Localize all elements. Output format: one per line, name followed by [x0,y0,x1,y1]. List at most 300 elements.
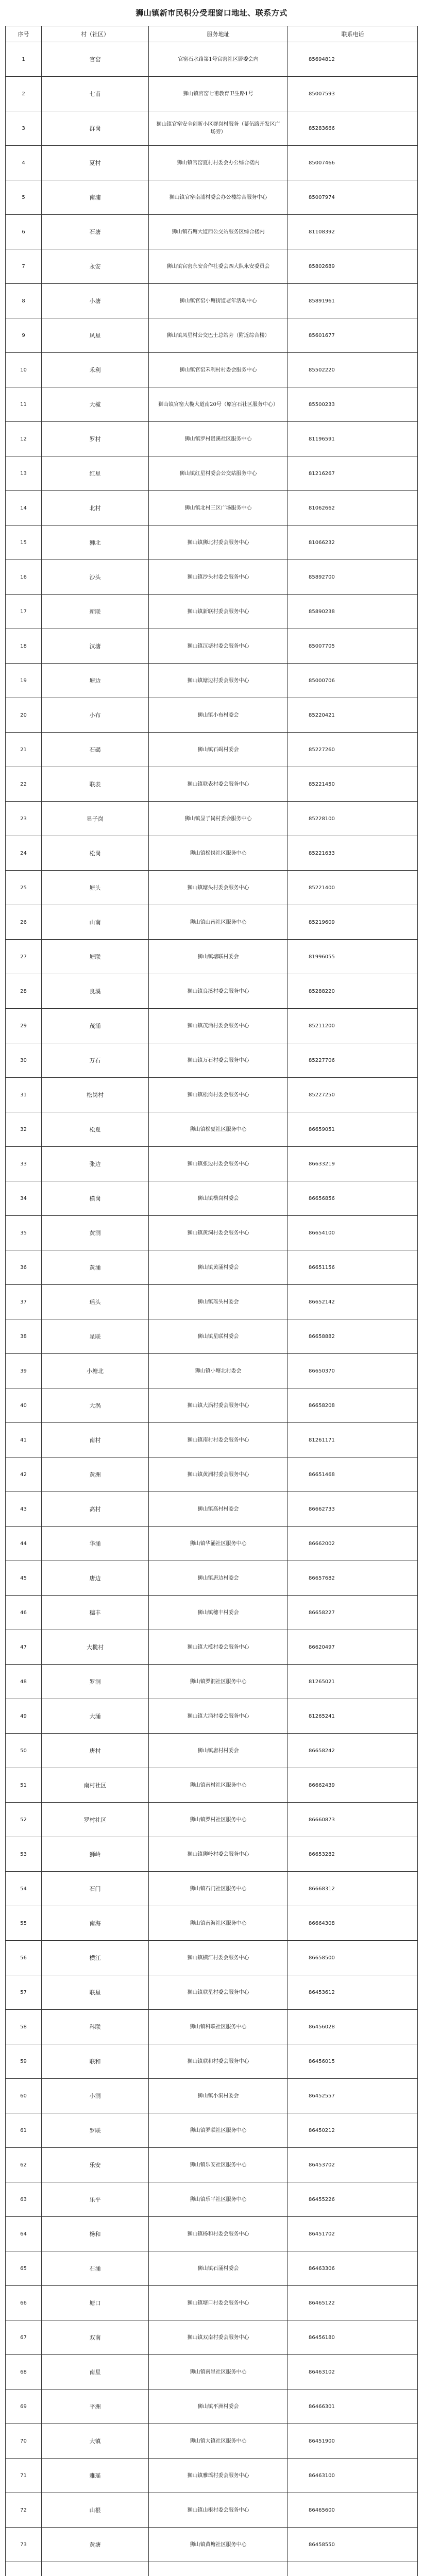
table-row [6,526,418,560]
row-phone: 86662733 [288,1492,418,1527]
row-address: 狮山镇官窑七甫教育卫生路1号 [149,77,288,111]
table-row [6,1906,418,1941]
row-phone: 86658242 [288,1734,418,1768]
row-village: 横江 [42,1941,149,1975]
table-row [6,2320,418,2355]
row-village: 小塘北 [42,1354,149,1388]
row-phone: 86452557 [288,2079,418,2113]
row-address: 狮山镇南星社区服务中心 [149,2355,288,2389]
table-row [6,77,418,111]
table-row [6,215,418,249]
row-phone: 86656856 [288,1181,418,1216]
table-row [6,871,418,905]
row-phone: 85007593 [288,77,418,111]
row-village: 华涌 [42,1527,149,1561]
row-phone: 85288220 [288,974,418,1009]
row-village: 唐边 [42,1561,149,1596]
row-seq: 59 [6,2044,42,2079]
row-village: 张边 [42,1147,149,1181]
row-seq: 35 [6,1216,42,1250]
table-row [6,1216,418,1250]
row-village: 大涡 [42,1388,149,1423]
table-row [6,387,418,422]
table-row [6,2010,418,2044]
row-village: 黄涌 [42,1250,149,1285]
row-phone: 86652142 [288,1285,418,1319]
row-village: 山南 [42,905,149,940]
row-address: 狮山镇罗联社区服务中心 [149,2113,288,2148]
row-seq: 55 [6,1906,42,1941]
row-seq: 15 [6,526,42,560]
row-seq: 9 [6,318,42,353]
table-row [6,1872,418,1906]
row-seq: 52 [6,1803,42,1837]
table-row [6,1630,418,1665]
row-seq: 51 [6,1768,42,1803]
row-village: 松岗村 [42,1078,149,1112]
row-phone: 86466301 [288,2389,418,2424]
row-phone: 85007974 [288,180,418,215]
table-row [6,2182,418,2217]
row-village: 南村 [42,1423,149,1458]
row-address: 狮山镇北村三区广场服务中心 [149,491,288,526]
row-seq: 28 [6,974,42,1009]
row-phone: 81261171 [288,1423,418,1458]
table-row [6,111,418,146]
row-address: 狮山镇红星村委会公交站服务中心 [149,456,288,491]
row-village: 联表 [42,767,149,802]
row-village: 显子岗 [42,802,149,836]
row-seq: 32 [6,1112,42,1147]
table-row [6,1837,418,1872]
row-seq: 27 [6,940,42,974]
table-row [6,2217,418,2251]
row-address: 狮山镇松岗社区服务中心 [149,836,288,871]
row-address: 狮山镇张边村委会服务中心 [149,1147,288,1181]
row-village: 万石 [42,1043,149,1078]
row-village: 七甫 [42,77,149,111]
row-phone: 85892700 [288,560,418,595]
table-row [6,2355,418,2389]
row-village: 罗联 [42,2113,149,2148]
row-seq: 4 [6,146,42,180]
row-address: 狮山镇塘头村委会服务中心 [149,871,288,905]
row-seq: 23 [6,802,42,836]
row-address: 狮山镇联表村委会服务中心 [149,767,288,802]
row-village: 松夏 [42,1112,149,1147]
row-address: 狮山镇平洲村委会 [149,2389,288,2424]
row-seq: 45 [6,1561,42,1596]
table-row [6,42,418,77]
row-address: 狮山镇横江村委会服务中心 [149,1941,288,1975]
row-village: 罗村社区 [42,1803,149,1837]
row-seq: 57 [6,1975,42,2010]
row-phone: 86658227 [288,1596,418,1630]
row-phone: 86660873 [288,1803,418,1837]
table-row [6,456,418,491]
table-row [6,1147,418,1181]
page-title: 狮山镇新市民积分受理窗口地址、联系方式 [136,8,287,18]
table-row [6,1803,418,1837]
table-row [6,560,418,595]
row-village: 瑶头 [42,1285,149,1319]
row-seq: 20 [6,698,42,733]
row-address: 狮山镇山南社区服务中心 [149,905,288,940]
row-phone: 85220421 [288,698,418,733]
row-seq: 26 [6,905,42,940]
row-phone: 85500233 [288,387,418,422]
row-address: 狮山镇罗村贤溪社区服务中心 [149,422,288,456]
table-row [6,2562,418,2576]
table-row [6,733,418,767]
row-village: 石塘 [42,215,149,249]
row-phone: 86651468 [288,1458,418,1492]
row-address: 狮山镇南村村委会服务中心 [149,1423,288,1458]
row-phone: 86456028 [288,2010,418,2044]
row-village: 群岗 [42,111,149,146]
row-phone: 81216267 [288,456,418,491]
row-address: 狮山镇乐平社区服务中心 [149,2182,288,2217]
row-address: 狮山镇塘口村委会服务中心 [149,2286,288,2320]
row-phone: 86662002 [288,1527,418,1561]
row-phone: 85891961 [288,284,418,318]
row-phone: 86463100 [288,2459,418,2493]
row-address: 狮山镇良溪村委会服务中心 [149,974,288,1009]
table-row [6,2044,418,2079]
row-address: 狮山镇瑶头村委会 [149,1285,288,1319]
row-seq: 10 [6,353,42,387]
row-address: 狮山镇罗村社区服务中心 [149,1803,288,1837]
table-row [6,1699,418,1734]
table-row [6,629,418,664]
row-phone: 85000706 [288,664,418,698]
row-village: 石门 [42,1872,149,1906]
row-village: 汉塘 [42,629,149,664]
row-phone: 86450212 [288,2113,418,2148]
row-village: 星联 [42,1319,149,1354]
row-phone: 86651156 [288,1250,418,1285]
row-address: 狮山镇官窑安全创新小区群岗村服务（幕伍路开发区广场旁） [149,111,288,146]
row-village: 穗丰 [42,1596,149,1630]
row-village: 乐平 [42,2182,149,2217]
table-row [6,422,418,456]
address-table [5,26,418,2576]
row-phone: 86654100 [288,1216,418,1250]
row-phone: 86658882 [288,1319,418,1354]
row-address: 狮山镇松夏社区服务中心 [149,1112,288,1147]
row-village: 大榄 [42,387,149,422]
row-phone: 85694812 [288,42,418,77]
row-seq: 49 [6,1699,42,1734]
column-header-address: 服务地址 [149,26,288,42]
row-phone: 86650370 [288,1354,418,1388]
row-address: 狮山镇官窑禾利村村委会服务中心 [149,353,288,387]
table-row [6,1285,418,1319]
table-row [6,2286,418,2320]
row-phone: 86456180 [288,2320,418,2355]
table-row [6,284,418,318]
table-row [6,2528,418,2562]
row-address: 狮山镇狮岭村委会服务中心 [149,1837,288,1872]
row-seq: 25 [6,871,42,905]
row-address: 狮山镇杨和村委会服务中心 [149,2217,288,2251]
row-phone: 86620497 [288,1630,418,1665]
row-seq: 37 [6,1285,42,1319]
row-address: 狮山镇联星村委会服务中心 [149,1975,288,2010]
table-row [6,940,418,974]
table-row [6,180,418,215]
row-seq: 58 [6,2010,42,2044]
row-seq: 47 [6,1630,42,1665]
row-village: 联和 [42,2044,149,2079]
row-seq: 19 [6,664,42,698]
row-phone: 86465600 [288,2493,418,2528]
row-seq: 65 [6,2251,42,2286]
table-row [6,1181,418,1216]
row-village: 南浦 [42,180,149,215]
table-row [6,2148,418,2182]
row-seq: 13 [6,456,42,491]
table-row [6,1388,418,1423]
row-seq: 56 [6,1941,42,1975]
row-address: 狮山镇茂涌村委会服务中心 [149,1009,288,1043]
row-village: 茂涌 [42,1009,149,1043]
table-body [6,42,418,2576]
row-seq: 64 [6,2217,42,2251]
row-phone: 85221400 [288,871,418,905]
row-village: 石碣 [42,733,149,767]
row-address: 狮山镇官窑小塘街道老年活动中心 [149,284,288,318]
row-seq: 73 [6,2528,42,2562]
row-seq: 42 [6,1458,42,1492]
row-village: 良溪 [42,974,149,1009]
table-row [6,905,418,940]
row-village: 南星 [42,2355,149,2389]
table-row [6,1975,418,2010]
row-address: 狮山镇大榄村委会服务中心 [149,1630,288,1665]
row-phone: 81996055 [288,940,418,974]
row-phone: 85211200 [288,1009,418,1043]
row-phone: 86451702 [288,2217,418,2251]
row-phone: 86633219 [288,1147,418,1181]
row-village: 永安 [42,249,149,284]
row-address: 狮山镇石门社区服务中心 [149,1872,288,1906]
row-phone: 85007705 [288,629,418,664]
row-phone: 85228100 [288,802,418,836]
row-seq: 21 [6,733,42,767]
row-address: 狮山镇松岗村委会服务中心 [149,1078,288,1112]
row-address: 狮山镇唐村村委会 [149,1734,288,1768]
row-address: 狮山镇官窑夏村村委会办公综合楼内 [149,146,288,180]
table-row [6,767,418,802]
row-phone: 81066232 [288,526,418,560]
row-address: 狮山镇官窑永安合作社委会四大队永安委员会 [149,249,288,284]
row-phone: 86659051 [288,1112,418,1147]
row-phone: 81108392 [288,215,418,249]
row-phone: 86653282 [288,1837,418,1872]
row-village: 小塘 [42,284,149,318]
row-village: 黄洞 [42,1216,149,1250]
row-seq: 67 [6,2320,42,2355]
row-phone: 85890238 [288,595,418,629]
table-row [6,1009,418,1043]
row-address: 狮山镇石涌村委会 [149,2251,288,2286]
table-row [6,2424,418,2459]
row-village: 南海 [42,1906,149,1941]
row-phone: 85221633 [288,836,418,871]
row-phone: 85802689 [288,249,418,284]
row-address: 狮山镇官窑南浦村委会办公楼综合服务中心 [149,180,288,215]
row-seq: 22 [6,767,42,802]
row-phone: 86458550 [288,2528,418,2562]
row-village: 大镇 [42,2424,149,2459]
row-village: 狮岭 [42,1837,149,1872]
table-row [6,1527,418,1561]
row-seq: 14 [6,491,42,526]
row-seq: 39 [6,1354,42,1388]
row-phone: 85007466 [288,146,418,180]
row-seq: 38 [6,1319,42,1354]
row-village: 平洲 [42,2389,149,2424]
row-phone: 86658500 [288,1941,418,1975]
row-phone: 86463306 [288,2251,418,2286]
row-seq: 30 [6,1043,42,1078]
row-village [42,2562,149,2576]
row-village: 官窑 [42,42,149,77]
row-phone: 86453612 [288,1975,418,2010]
row-phone: 81062662 [288,491,418,526]
row-address: 狮山镇黄涌村委会 [149,1250,288,1285]
table-row [6,1250,418,1285]
row-seq: 61 [6,2113,42,2148]
row-address: 狮山镇小塘北村委会 [149,1354,288,1388]
row-village: 石涌 [42,2251,149,2286]
table-row [6,2251,418,2286]
table-row [6,353,418,387]
column-header-phone: 联系电话 [288,26,418,42]
row-address: 狮山镇大涡村委会服务中心 [149,1388,288,1423]
row-seq: 40 [6,1388,42,1423]
table-row [6,1078,418,1112]
row-village: 联星 [42,1975,149,2010]
row-phone: 85219609 [288,905,418,940]
row-address: 狮山镇黄洞村委会服务中心 [149,1216,288,1250]
row-address: 狮山镇官窑大榄大道南20号（原宫石社区服务中心） [149,387,288,422]
row-address: 狮山镇显子岗村委会服务中心 [149,802,288,836]
row-seq: 66 [6,2286,42,2320]
row-address [149,2562,288,2576]
table-row [6,595,418,629]
row-village: 黄洲 [42,1458,149,1492]
row-address: 狮山镇黄洲村委会服务中心 [149,1458,288,1492]
row-address: 狮山镇星联村委会 [149,1319,288,1354]
row-address: 狮山镇凤星村公交巴士总站旁（附近综合楼） [149,318,288,353]
row-phone: 86664308 [288,1906,418,1941]
row-seq: 8 [6,284,42,318]
table-row [6,1458,418,1492]
row-phone: 86463102 [288,2355,418,2389]
table-row [6,2459,418,2493]
row-phone: 86451900 [288,2424,418,2459]
row-address: 狮山镇罗洞社区服务中心 [149,1665,288,1699]
row-address: 狮山镇山根村委会服务中心 [149,2493,288,2528]
row-village: 横岗 [42,1181,149,1216]
row-address: 狮山镇石塘大道西公交站服务区综合楼内 [149,215,288,249]
row-village: 罗洞 [42,1665,149,1699]
row-village: 新联 [42,595,149,629]
row-village: 凤星 [42,318,149,353]
table-row [6,1941,418,1975]
row-village: 唐村 [42,1734,149,1768]
table-row [6,249,418,284]
row-seq: 24 [6,836,42,871]
row-seq: 1 [6,42,42,77]
row-seq: 72 [6,2493,42,2528]
row-village: 高村 [42,1492,149,1527]
row-phone: 86455226 [288,2182,418,2217]
row-phone: 86662439 [288,1768,418,1803]
row-village: 科联 [42,2010,149,2044]
table-row [6,664,418,698]
row-village: 山根 [42,2493,149,2528]
row-village: 禾利 [42,353,149,387]
table-row [6,318,418,353]
row-seq: 48 [6,1665,42,1699]
row-seq: 36 [6,1250,42,1285]
row-address: 狮山镇唐边村委会 [149,1561,288,1596]
row-seq: 71 [6,2459,42,2493]
row-phone: 86456015 [288,2044,418,2079]
row-village: 塘联 [42,940,149,974]
row-seq: 60 [6,2079,42,2113]
row-seq: 69 [6,2389,42,2424]
row-seq: 53 [6,1837,42,1872]
row-seq: 43 [6,1492,42,1527]
row-seq: 16 [6,560,42,595]
row-seq: 12 [6,422,42,456]
row-village: 红星 [42,456,149,491]
row-village: 塘头 [42,871,149,905]
row-phone: 85227706 [288,1043,418,1078]
row-phone: 85601677 [288,318,418,353]
row-phone: 86465122 [288,2286,418,2320]
row-seq: 41 [6,1423,42,1458]
row-address: 狮山镇塘联村委会 [149,940,288,974]
row-village: 双南 [42,2320,149,2355]
row-seq: 31 [6,1078,42,1112]
row-seq: 3 [6,111,42,146]
row-phone: 81265021 [288,1665,418,1699]
row-seq: 29 [6,1009,42,1043]
row-village: 小布 [42,698,149,733]
row-phone: 85221450 [288,767,418,802]
row-seq: 6 [6,215,42,249]
row-address: 狮山镇联和村委会服务中心 [149,2044,288,2079]
table-row [6,1492,418,1527]
table-row [6,1354,418,1388]
row-village: 雅瑶 [42,2459,149,2493]
row-address: 狮山镇汉塘村委会服务中心 [149,629,288,664]
row-address: 官窑石水路第1号官窑社区居委会内 [149,42,288,77]
row-seq: 17 [6,595,42,629]
row-address: 狮山镇塘边村委会服务中心 [149,664,288,698]
row-address: 狮山镇高村村委会 [149,1492,288,1527]
row-seq [6,2562,42,2576]
row-address: 狮山镇黄塘社区服务中心 [149,2528,288,2562]
row-address: 狮山镇华涌社区服务中心 [149,1527,288,1561]
table-row [6,491,418,526]
row-village: 北村 [42,491,149,526]
